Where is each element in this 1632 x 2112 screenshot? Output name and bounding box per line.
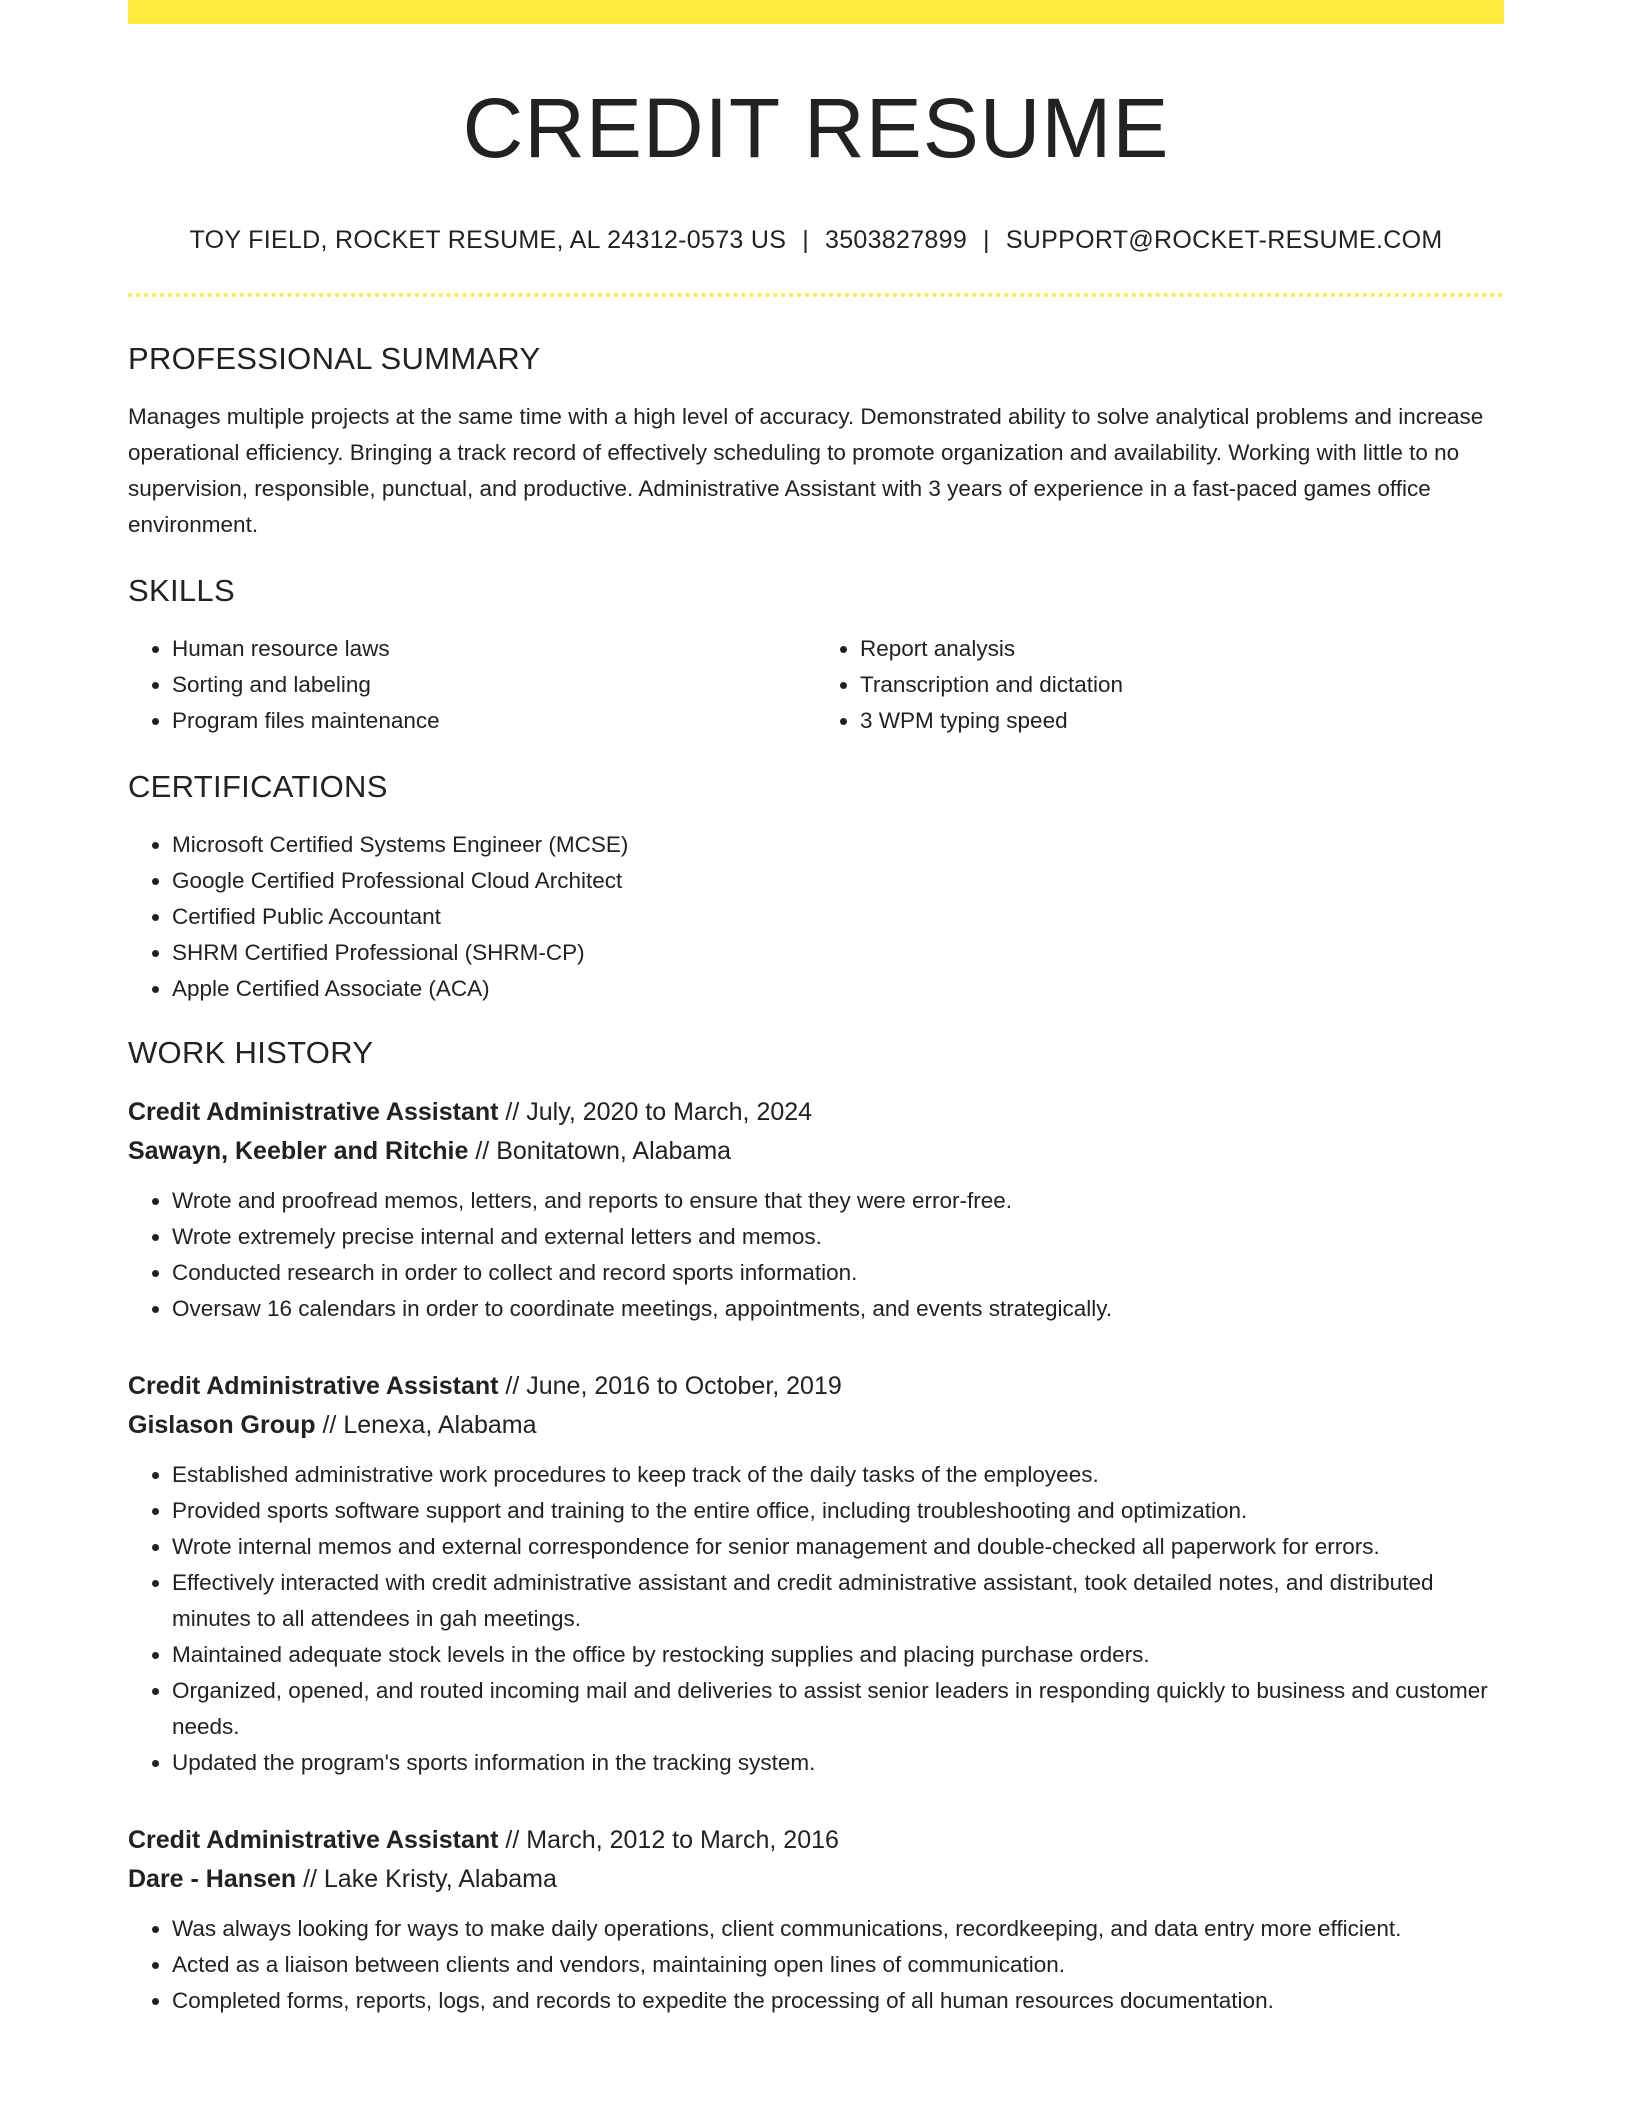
- job-location: // Lake Kristy, Alabama: [296, 1865, 557, 1894]
- job-dates: // March, 2012 to March, 2016: [498, 1826, 839, 1855]
- job-duties: [128, 1911, 1504, 2019]
- job-duty: • Wrote internal memos and external correspondence for senior management and double-checked all paperwork for errors.: [172, 1529, 1504, 1565]
- job-dates: // July, 2020 to March, 2024: [498, 1098, 813, 1127]
- contact-separator: |: [983, 226, 990, 255]
- certification-item: • Certified Public Accountant: [172, 899, 1504, 935]
- job-duty: • Wrote and proofread memos, letters, and reports to ensure that they were error-free.: [172, 1183, 1504, 1219]
- job-entry: [128, 1821, 1504, 2019]
- certifications-heading: CERTIFICATIONS: [128, 769, 388, 805]
- job-duty: • Established administrative work procedures to keep track of the daily tasks of the employees.: [172, 1457, 1504, 1493]
- contact-email: SUPPORT@ROCKET-RESUME.COM: [1005, 226, 1443, 255]
- job-duties: [128, 1183, 1504, 1327]
- job-duty: • Effectively interacted with credit administrative assistant and credit administrative assistant, took detailed notes, and distributed minutes to all attendees in gah meetings.: [172, 1565, 1504, 1637]
- skill-item: • Report analysis: [860, 631, 1504, 667]
- job-entry: [128, 1093, 1504, 1327]
- job-role-line: [128, 1367, 1504, 1406]
- summary-text: Manages multiple projects at the same time with a high level of accuracy. Demonstrated ability to solve analytical problems and increase operational efficiency. Bringing a track record of effectively scheduling to promote organization and availability. Working with little to no supervision, responsible, punctual, and productive. Administrative Assistant with 3 years of experience in a fast-paced games office environment.: [128, 404, 1484, 538]
- job-role: Credit Administrative Assistant: [128, 1826, 499, 1855]
- contact-phone: 3503827899: [824, 226, 968, 255]
- resume-title: CREDIT RESUME: [462, 81, 1170, 175]
- dotted-divider: [128, 293, 1504, 297]
- certifications-list: [128, 827, 1504, 1007]
- job-role-line: [128, 1821, 1504, 1860]
- job-role: Credit Administrative Assistant: [128, 1098, 499, 1127]
- job-entry: [128, 1367, 1504, 1781]
- job-duty: • Conducted research in order to collect and record sports information.: [172, 1255, 1504, 1291]
- job-role-line: [128, 1093, 1504, 1132]
- resume-page: [128, 0, 1504, 2019]
- job-dates: // June, 2016 to October, 2019: [498, 1372, 842, 1401]
- job-company-line: [128, 1132, 1504, 1171]
- contact-line: [128, 226, 1504, 255]
- skill-item: • Sorting and labeling: [172, 667, 816, 703]
- skill-item: • Program files maintenance: [172, 703, 816, 739]
- job-duty: • Updated the program's sports information in the tracking system.: [172, 1745, 1504, 1781]
- certification-item: • Microsoft Certified Systems Engineer (MCSE): [172, 827, 1504, 863]
- skills-heading: SKILLS: [128, 573, 235, 609]
- job-company-line: [128, 1406, 1504, 1445]
- job-location: // Lenexa, Alabama: [315, 1411, 537, 1440]
- job-company-line: [128, 1860, 1504, 1899]
- job-duty: • Oversaw 16 calendars in order to coordinate meetings, appointments, and events strategically.: [172, 1291, 1504, 1327]
- certification-item: • SHRM Certified Professional (SHRM-CP): [172, 935, 1504, 971]
- contact-address: TOY FIELD, ROCKET RESUME, AL 24312-0573 US: [189, 226, 787, 255]
- job-company: Gislason Group: [128, 1411, 316, 1440]
- certification-item: • Apple Certified Associate (ACA): [172, 971, 1504, 1007]
- job-duty: • Completed forms, reports, logs, and records to expedite the processing of all human resources documentation.: [172, 1983, 1504, 2019]
- job-duty: • Was always looking for ways to make daily operations, client communications, recordkeeping, and data entry more efficient.: [172, 1911, 1504, 1947]
- job-duty: • Wrote extremely precise internal and external letters and memos.: [172, 1219, 1504, 1255]
- skill-item: • Human resource laws: [172, 631, 816, 667]
- top-accent-bar: [128, 0, 1504, 24]
- skills-columns: [128, 631, 1504, 739]
- job-duties: [128, 1457, 1504, 1781]
- skill-item: • Transcription and dictation: [860, 667, 1504, 703]
- job-duty: • Maintained adequate stock levels in the office by restocking supplies and placing purchase orders.: [172, 1637, 1504, 1673]
- contact-separator: |: [802, 226, 809, 255]
- job-role: Credit Administrative Assistant: [128, 1372, 499, 1401]
- job-duty: • Acted as a liaison between clients and vendors, maintaining open lines of communication.: [172, 1947, 1504, 1983]
- job-duty: • Provided sports software support and training to the entire office, including troubleshooting and optimization.: [172, 1493, 1504, 1529]
- skill-item: • 3 WPM typing speed: [860, 703, 1504, 739]
- certification-item: • Google Certified Professional Cloud Architect: [172, 863, 1504, 899]
- skills-list-left: [128, 631, 816, 739]
- work-history-heading: WORK HISTORY: [128, 1035, 374, 1071]
- job-company: Dare - Hansen: [128, 1865, 297, 1894]
- skills-list-right: [816, 631, 1504, 739]
- job-company: Sawayn, Keebler and Ritchie: [128, 1137, 469, 1166]
- job-location: // Bonitatown, Alabama: [468, 1137, 732, 1166]
- job-duty: • Organized, opened, and routed incoming mail and deliveries to assist senior leaders in responding quickly to business and customer needs.: [172, 1673, 1504, 1745]
- summary-heading: PROFESSIONAL SUMMARY: [128, 341, 541, 377]
